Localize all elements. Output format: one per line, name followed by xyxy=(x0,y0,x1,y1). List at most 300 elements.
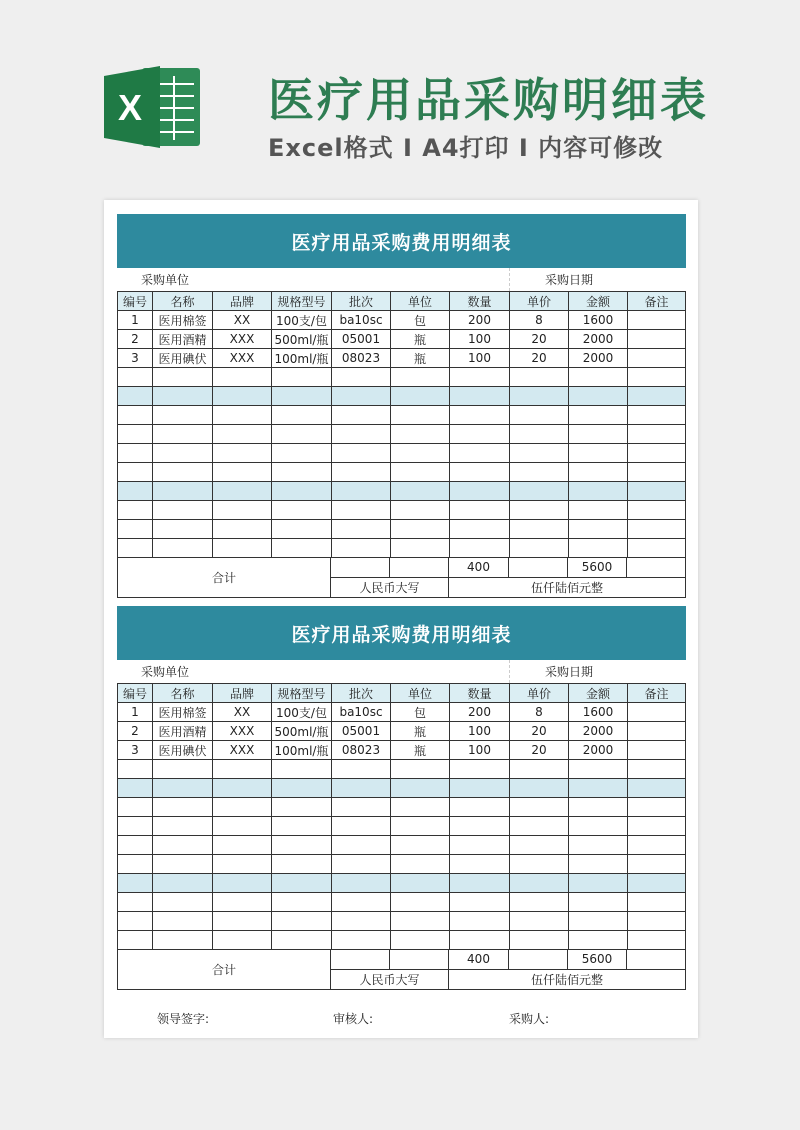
sheet-1 xyxy=(117,214,686,598)
table-cell: 2000 xyxy=(569,722,628,740)
table-cell xyxy=(391,368,450,386)
table-cell xyxy=(628,798,686,816)
table-cell: 2000 xyxy=(569,330,628,348)
table-cell: 医用碘伏 xyxy=(153,741,213,759)
table-cell xyxy=(272,463,332,481)
table-cell xyxy=(569,874,628,892)
table-cell xyxy=(272,760,332,778)
table-cell xyxy=(213,931,272,949)
table-cell xyxy=(628,520,686,538)
table-cell xyxy=(332,931,391,949)
table-cell xyxy=(213,444,272,462)
table-cell: ba10sc xyxy=(332,311,391,329)
table-cell xyxy=(450,482,510,500)
table-cell xyxy=(153,425,213,443)
table-cell xyxy=(628,836,686,854)
rmb-value: 伍仟陆佰元整 xyxy=(449,578,686,597)
table-row xyxy=(117,855,686,874)
total-label: 合计 xyxy=(117,558,331,597)
table-cell xyxy=(450,817,510,835)
table-row xyxy=(117,817,686,836)
table-cell xyxy=(272,425,332,443)
table-cell xyxy=(391,444,450,462)
table-cell xyxy=(391,912,450,930)
table-cell: 8 xyxy=(510,311,569,329)
date-value xyxy=(628,660,686,683)
table-cell xyxy=(510,444,569,462)
column-header: 单价 xyxy=(510,292,569,310)
table-row xyxy=(117,912,686,931)
table-cell xyxy=(391,931,450,949)
table-cell: 05001 xyxy=(332,722,391,740)
table-cell xyxy=(569,425,628,443)
total-label: 合计 xyxy=(117,950,331,989)
table-cell xyxy=(332,874,391,892)
table-cell xyxy=(213,501,272,519)
table-cell xyxy=(391,387,450,405)
table-cell xyxy=(153,539,213,557)
table-cell xyxy=(450,779,510,797)
table-cell: 瓶 xyxy=(391,349,450,367)
table-cell xyxy=(213,482,272,500)
table-cell xyxy=(450,893,510,911)
table-cell xyxy=(510,760,569,778)
table-cell xyxy=(391,836,450,854)
rmb-value: 伍仟陆佰元整 xyxy=(449,970,686,989)
table-cell xyxy=(213,874,272,892)
table-cell xyxy=(153,912,213,930)
table-cell xyxy=(510,520,569,538)
table-cell xyxy=(213,893,272,911)
column-header: 金额 xyxy=(569,292,628,310)
table-cell xyxy=(628,722,686,740)
column-header: 名称 xyxy=(153,684,213,702)
table-cell xyxy=(213,912,272,930)
table-cell: 医用棉签 xyxy=(153,703,213,721)
table-cell xyxy=(510,387,569,405)
total-blank xyxy=(509,950,568,969)
column-header: 单位 xyxy=(391,684,450,702)
column-header: 编号 xyxy=(117,292,153,310)
table-cell xyxy=(628,330,686,348)
table-cell: 100 xyxy=(450,330,510,348)
table-cell xyxy=(510,482,569,500)
table-row xyxy=(117,482,686,501)
table-cell xyxy=(117,368,153,386)
table-cell xyxy=(117,444,153,462)
table-cell xyxy=(332,406,391,424)
table-cell xyxy=(272,817,332,835)
table-cell xyxy=(153,444,213,462)
table-cell: 包 xyxy=(391,311,450,329)
table-cell: 20 xyxy=(510,349,569,367)
table-cell xyxy=(153,501,213,519)
date-label: 采购日期 xyxy=(544,665,593,679)
table-cell: 3 xyxy=(117,741,153,759)
rmb-label: 人民币大写 xyxy=(331,578,449,597)
table-cell xyxy=(569,779,628,797)
table-cell xyxy=(213,368,272,386)
total-qty: 400 xyxy=(449,950,509,969)
table-cell xyxy=(332,425,391,443)
table-cell xyxy=(510,463,569,481)
table-cell xyxy=(153,817,213,835)
auditor-sign-label: 审核人: xyxy=(333,1011,374,1026)
table-cell: 2 xyxy=(117,330,153,348)
excel-logo-icon xyxy=(104,62,204,152)
table-cell xyxy=(628,539,686,557)
table-cell: 200 xyxy=(450,311,510,329)
table-cell xyxy=(153,520,213,538)
table-header xyxy=(117,292,686,311)
unit-label: 采购单位 xyxy=(140,273,189,287)
rmb-label: 人民币大写 xyxy=(331,970,449,989)
table-cell xyxy=(117,855,153,873)
table-cell xyxy=(332,912,391,930)
table-cell xyxy=(450,368,510,386)
table-cell xyxy=(569,482,628,500)
table-cell xyxy=(510,874,569,892)
table-cell xyxy=(450,501,510,519)
table-cell: 08023 xyxy=(332,741,391,759)
table-cell xyxy=(569,836,628,854)
table-cell xyxy=(272,406,332,424)
table-row xyxy=(117,874,686,893)
table-cell xyxy=(628,931,686,949)
table-cell xyxy=(272,855,332,873)
table-row xyxy=(117,330,686,349)
table-cell xyxy=(332,482,391,500)
table-row xyxy=(117,406,686,425)
table-cell xyxy=(510,855,569,873)
table-cell xyxy=(450,874,510,892)
table-cell xyxy=(391,798,450,816)
table-cell xyxy=(450,444,510,462)
table-cell xyxy=(153,463,213,481)
table-cell xyxy=(272,931,332,949)
page-subtitle: Excel格式 I A4打印 I 内容可修改 xyxy=(268,134,664,162)
table-cell xyxy=(628,311,686,329)
table-header xyxy=(117,684,686,703)
table-cell xyxy=(117,760,153,778)
table-cell xyxy=(332,893,391,911)
table-row xyxy=(117,893,686,912)
total-blank xyxy=(390,950,449,969)
sheet-title: 医疗用品采购费用明细表 xyxy=(117,214,686,268)
table-cell: XXX xyxy=(213,722,272,740)
table-cell xyxy=(569,539,628,557)
table-cell xyxy=(450,425,510,443)
table-cell: 08023 xyxy=(332,349,391,367)
table-cell xyxy=(391,539,450,557)
table-cell: XXX xyxy=(213,330,272,348)
table-cell xyxy=(332,760,391,778)
column-header: 规格型号 xyxy=(272,684,332,702)
total-qty: 400 xyxy=(449,558,509,577)
table-cell xyxy=(332,520,391,538)
table-cell xyxy=(628,874,686,892)
table-cell xyxy=(213,387,272,405)
table-cell xyxy=(153,836,213,854)
column-header: 批次 xyxy=(332,292,391,310)
table-cell xyxy=(332,387,391,405)
table-cell: 100 xyxy=(450,722,510,740)
signature-row xyxy=(117,1008,686,1028)
table-cell xyxy=(391,779,450,797)
table-cell: 医用酒精 xyxy=(153,330,213,348)
table-row xyxy=(117,722,686,741)
table-cell xyxy=(569,893,628,911)
table-cell: 100ml/瓶 xyxy=(272,349,332,367)
table-cell xyxy=(569,444,628,462)
table-cell xyxy=(272,482,332,500)
table-cell xyxy=(213,520,272,538)
table-cell xyxy=(272,444,332,462)
table-cell xyxy=(213,817,272,835)
table-cell xyxy=(332,798,391,816)
table-cell xyxy=(510,406,569,424)
total-blank xyxy=(627,558,686,577)
table-cell: 1 xyxy=(117,311,153,329)
table-cell xyxy=(213,406,272,424)
table-cell xyxy=(272,368,332,386)
table-cell: 瓶 xyxy=(391,741,450,759)
table-cell xyxy=(332,444,391,462)
table-cell xyxy=(213,798,272,816)
table-cell xyxy=(628,912,686,930)
table-cell xyxy=(272,798,332,816)
table-cell: XX xyxy=(213,703,272,721)
column-header: 单价 xyxy=(510,684,569,702)
table-cell xyxy=(153,874,213,892)
table-cell xyxy=(117,406,153,424)
table-cell xyxy=(332,463,391,481)
table-cell xyxy=(450,760,510,778)
table-cell: 瓶 xyxy=(391,330,450,348)
table-cell xyxy=(510,425,569,443)
table-cell xyxy=(569,912,628,930)
table-cell xyxy=(391,520,450,538)
table-cell: 100支/包 xyxy=(272,311,332,329)
table-cell: 医用棉签 xyxy=(153,311,213,329)
table-cell xyxy=(628,387,686,405)
table-cell xyxy=(153,893,213,911)
table-cell xyxy=(510,912,569,930)
table-cell xyxy=(153,855,213,873)
table-cell xyxy=(569,387,628,405)
column-header: 金额 xyxy=(569,684,628,702)
table-cell: 2000 xyxy=(569,741,628,759)
table-row xyxy=(117,520,686,539)
table-cell xyxy=(628,406,686,424)
table-cell xyxy=(510,798,569,816)
table-cell: 20 xyxy=(510,741,569,759)
table-cell xyxy=(450,520,510,538)
table-cell xyxy=(628,779,686,797)
table-cell xyxy=(117,501,153,519)
unit-label: 采购单位 xyxy=(140,665,189,679)
table-cell xyxy=(153,931,213,949)
column-header: 数量 xyxy=(450,684,510,702)
unit-value xyxy=(213,268,510,291)
table-cell: 500ml/瓶 xyxy=(272,330,332,348)
total-amount: 5600 xyxy=(568,950,627,969)
table-cell xyxy=(450,912,510,930)
table-cell xyxy=(628,482,686,500)
column-header: 品牌 xyxy=(213,292,272,310)
table-cell xyxy=(117,463,153,481)
table-row xyxy=(117,349,686,368)
table-cell xyxy=(628,893,686,911)
table-cell xyxy=(628,817,686,835)
table-cell xyxy=(332,836,391,854)
table-cell xyxy=(153,798,213,816)
table-cell xyxy=(391,425,450,443)
table-cell: ba10sc xyxy=(332,703,391,721)
table-cell: 20 xyxy=(510,330,569,348)
table-cell xyxy=(213,760,272,778)
table-row xyxy=(117,425,686,444)
table-cell xyxy=(628,703,686,721)
table-cell: 医用碘伏 xyxy=(153,349,213,367)
table-row xyxy=(117,798,686,817)
table-row xyxy=(117,760,686,779)
table-cell xyxy=(391,406,450,424)
table-row xyxy=(117,311,686,330)
table-cell xyxy=(213,463,272,481)
table-cell xyxy=(117,520,153,538)
total-blank xyxy=(331,950,390,969)
sheet-title: 医疗用品采购费用明细表 xyxy=(117,606,686,660)
table-cell xyxy=(117,912,153,930)
table-cell xyxy=(450,463,510,481)
table-cell xyxy=(450,387,510,405)
table-cell xyxy=(332,539,391,557)
table-cell xyxy=(272,874,332,892)
table-row xyxy=(117,444,686,463)
table-cell xyxy=(391,855,450,873)
table-cell: 8 xyxy=(510,703,569,721)
column-header: 备注 xyxy=(628,684,686,702)
table-cell: 1600 xyxy=(569,703,628,721)
table-cell: 包 xyxy=(391,703,450,721)
table-cell xyxy=(510,817,569,835)
table-cell xyxy=(628,425,686,443)
table-cell xyxy=(153,779,213,797)
table-row xyxy=(117,463,686,482)
table-cell xyxy=(569,520,628,538)
table-cell xyxy=(272,520,332,538)
column-header: 数量 xyxy=(450,292,510,310)
table-cell xyxy=(117,798,153,816)
table-cell xyxy=(153,387,213,405)
info-row xyxy=(117,268,686,292)
table-cell: XXX xyxy=(213,349,272,367)
table-cell xyxy=(272,539,332,557)
table-cell xyxy=(272,387,332,405)
table-cell xyxy=(391,482,450,500)
table-cell: 100 xyxy=(450,349,510,367)
table-cell xyxy=(117,836,153,854)
table-cell xyxy=(153,406,213,424)
table-cell xyxy=(213,836,272,854)
table-cell xyxy=(569,817,628,835)
table-cell xyxy=(569,855,628,873)
table-row xyxy=(117,779,686,798)
table-cell xyxy=(569,760,628,778)
table-cell xyxy=(569,798,628,816)
column-header: 单位 xyxy=(391,292,450,310)
table-cell xyxy=(510,501,569,519)
unit-value xyxy=(213,660,510,683)
table-cell xyxy=(450,539,510,557)
table-cell xyxy=(628,741,686,759)
table-cell xyxy=(391,463,450,481)
table-cell xyxy=(391,893,450,911)
table-cell xyxy=(117,874,153,892)
table-cell xyxy=(569,463,628,481)
table-cell xyxy=(510,893,569,911)
table-cell xyxy=(117,539,153,557)
table-cell xyxy=(332,501,391,519)
table-cell: 1 xyxy=(117,703,153,721)
table-cell xyxy=(628,760,686,778)
table-cell xyxy=(510,368,569,386)
table-cell xyxy=(391,501,450,519)
table-cell xyxy=(332,855,391,873)
info-row xyxy=(117,660,686,684)
table-cell xyxy=(569,406,628,424)
table-cell xyxy=(391,817,450,835)
table-cell xyxy=(510,931,569,949)
table-cell xyxy=(272,779,332,797)
table-cell xyxy=(628,368,686,386)
total-blank xyxy=(390,558,449,577)
total-blank xyxy=(627,950,686,969)
table-cell xyxy=(569,501,628,519)
table-cell: 100 xyxy=(450,741,510,759)
column-header: 名称 xyxy=(153,292,213,310)
leader-sign-label: 领导签字: xyxy=(157,1011,210,1026)
table-cell xyxy=(628,349,686,367)
column-header: 规格型号 xyxy=(272,292,332,310)
table-row xyxy=(117,501,686,520)
total-blank xyxy=(331,558,390,577)
table-cell: 瓶 xyxy=(391,722,450,740)
table-cell xyxy=(332,368,391,386)
table-cell xyxy=(450,406,510,424)
table-cell: 20 xyxy=(510,722,569,740)
table-cell xyxy=(391,874,450,892)
table-row xyxy=(117,387,686,406)
total-blank xyxy=(509,558,568,577)
table-cell xyxy=(153,368,213,386)
table-cell: 100ml/瓶 xyxy=(272,741,332,759)
buyer-sign-label: 采购人: xyxy=(509,1011,550,1026)
table-cell xyxy=(117,779,153,797)
table-cell xyxy=(450,836,510,854)
table-cell xyxy=(332,817,391,835)
table-cell xyxy=(628,501,686,519)
table-row xyxy=(117,931,686,950)
table-cell xyxy=(213,779,272,797)
table-cell xyxy=(628,444,686,462)
table-row xyxy=(117,368,686,387)
date-label: 采购日期 xyxy=(544,273,593,287)
table-cell: 500ml/瓶 xyxy=(272,722,332,740)
table-cell xyxy=(272,501,332,519)
table-cell xyxy=(153,760,213,778)
